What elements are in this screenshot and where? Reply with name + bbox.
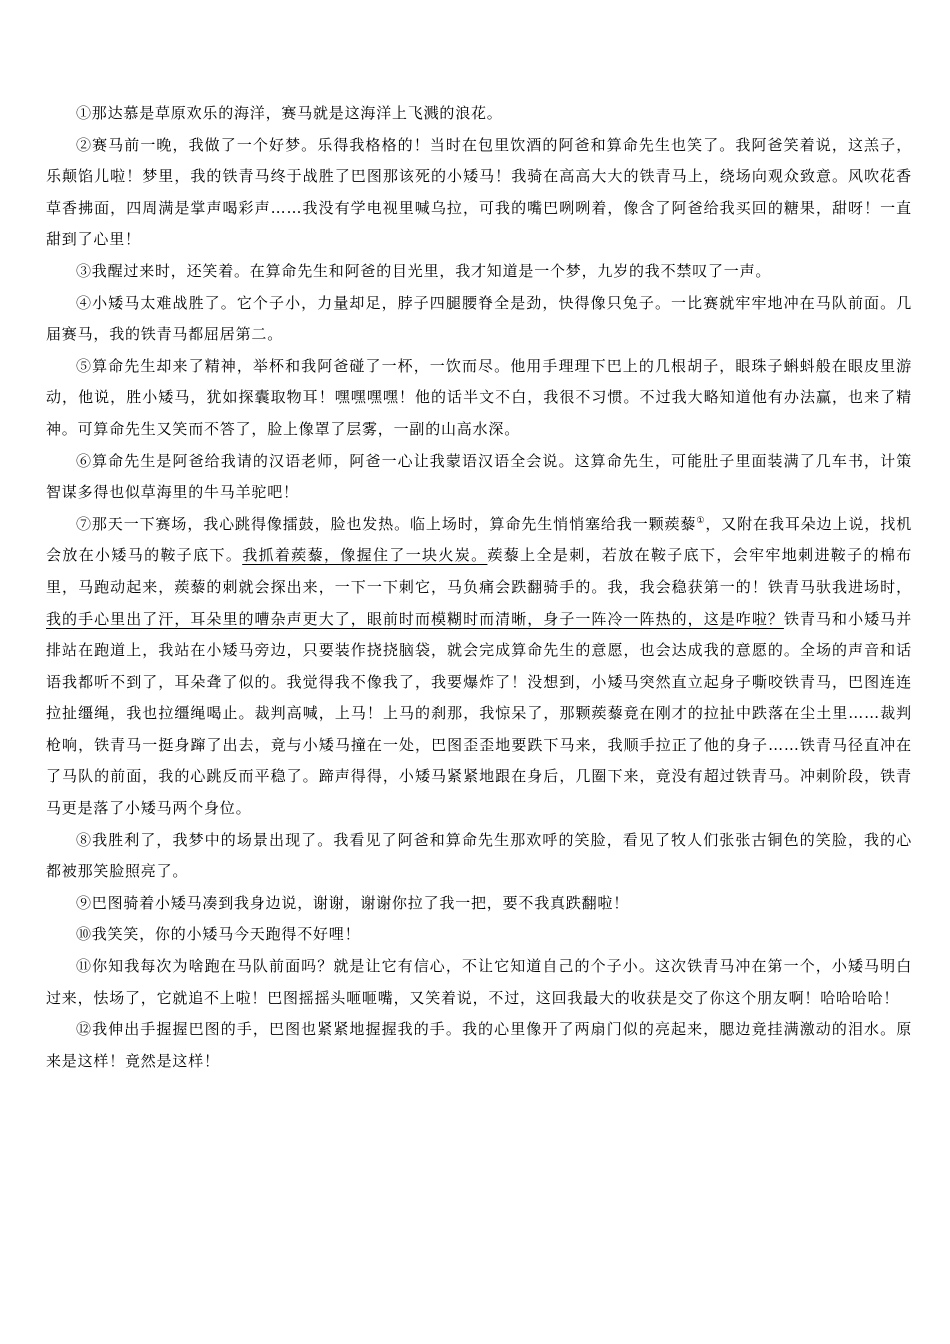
- paragraph-text: ⑦那天一下赛场，我心跳得像擂鼓，脸也发热。临上场时，算命先生悄悄塞给我一颗蒺藜: [76, 514, 697, 533]
- paragraph-text: ⑧我胜利了，我梦中的场景出现了。我看见了阿爸和算命先生那欢呼的笑脸，看见了牧人们张张古铜色的笑脸，我的心都被那笑脸照亮了。: [46, 830, 912, 881]
- paragraph-text: ①那达慕是草原欢乐的海洋，赛马就是这海洋上飞溅的浪花。: [76, 104, 503, 122]
- paragraph-1: [46, 98, 912, 130]
- paragraph-6: [46, 446, 912, 509]
- paragraph-text: ⑤算命先生却来了精神，举杯和我阿爸碰了一杯，一饮而尽。他用手理理下巴上的几根胡子，眼珠子蝌蚪般在眼皮里游动，他说，胜小矮马，犹如探囊取物耳！嘿嘿嘿嘿！他的话半文不白，我很不习惯。不过我大略知道他有办法赢，也来了精神。可算命先生又笑而不答了，脸上像罩了层雾，一副的山高水深。: [46, 356, 912, 438]
- paragraph-text: 蒺藜上全是刺，若放在鞍子底下，会牢牢地刺进鞍子的棉布里，马跑动起来，蒺藜的刺就会探出来，一下一下刺它，马负痛会跌翻骑手的。我，我会稳获第一的！铁青马驮我进场时，: [46, 546, 912, 596]
- paragraph-5: [46, 351, 912, 446]
- paragraph-text: ⑨巴图骑着小矮马凑到我身边说，谢谢，谢谢你拉了我一把，要不我真跌翻啦！: [76, 893, 630, 912]
- paragraph-text: ⑥算命先生是阿爸给我请的汉语老师，阿爸一心让我蒙语汉语全会说。这算命先生，可能肚子里面装满了几车书，计策智谋多得也似草海里的牛马羊驼吧！: [46, 451, 912, 502]
- paragraph-4: [46, 288, 912, 351]
- paragraph-11: [46, 951, 912, 1014]
- paragraph-3: [46, 256, 912, 288]
- underlined-sentence: 我的手心里出了汗，耳朵里的嘈杂声更大了，眼前时而模糊时而清晰，身子一阵冷一阵热的，这是咋啦？: [46, 609, 784, 628]
- underlined-sentence: 我抓着蒺藜，像握住了一块火炭。: [242, 546, 488, 565]
- paragraph-10: [46, 919, 912, 951]
- paragraph-text: ⑪你知我每次为啥跑在马队前面吗？就是让它有信心，不让它知道自己的个子小。这次铁青马冲在第一个，小矮马明白过来，怯场了，它就追不上啦！巴图摇摇头咂咂嘴，又笑着说，不过，这回我最大的收获是交了你这个朋友啊！哈哈哈哈！: [46, 957, 912, 1007]
- paragraph-text: ⑫我伸出手握握巴图的手，巴图也紧紧地握握我的手。我的心里像开了两扇门似的亮起来，腮边竟挂满激动的泪水。原来是这样！竟然是这样！: [46, 1020, 912, 1070]
- paragraph-2: [46, 130, 912, 256]
- paragraph-text: ⑩我笑笑，你的小矮马今天跑得不好哩！: [76, 925, 361, 944]
- document-page: [46, 98, 912, 1077]
- paragraph-text: ③我醒过来时，还笑着。在算命先生和阿爸的目光里，我才知道是一个梦，九岁的我不禁叹了一声。: [76, 261, 772, 280]
- paragraph-text: ，又附在我耳朵边上说，找机会放在小矮马的鞍子底下。: [46, 514, 912, 565]
- paragraph-8: [46, 825, 912, 888]
- paragraph-12: [46, 1014, 912, 1077]
- paragraph-text: ②赛马前一晚，我做了一个好梦。乐得我格格的！当时在包里饮酒的阿爸和算命先生也笑了。我阿爸笑着说，这羔子，乐颠馅儿啦！梦里，我的铁青马终于战胜了巴图那该死的小矮马！我骑在高高大大的铁青马上，绕场向观众致意。风吹花香草香拂面，四周满是掌声喝彩声……我没有学电视里喊乌拉，可我的嘴巴咧咧着，像含了阿爸给我买回的糖果，甜呀！一直甜到了心里！: [46, 135, 912, 249]
- paragraph-text: 铁青马和小矮马并排站在跑道上，我站在小矮马旁边，只要装作挠挠脑袋，就会完成算命先生的意愿，也会达成我的意愿的。全场的声音和话语我都听不到了，耳朵聋了似的。我觉得我不像我了，我要爆炸了！没想到，小矮马突然直立起身子嘶咬铁青马，巴图连连拉扯缰绳，我也拉缰绳喝止。裁判高喊，上马！上马的刹那，我惊呆了，那颗蒺藜竟在刚才的拉扯中跌落在尘土里……裁判枪响，铁青马一挺身蹿了出去，竟与小矮马撞在一处，巴图歪歪地要跌下马来，我顺手拉正了他的身子……铁青马径直冲在了马队的前面，我的心跳反而平稳了。蹄声得得，小矮马紧紧地跟在身后，几圈下来，竟没有超过铁青马。冲刺阶段，铁青马更是落了小矮马两个身位。: [46, 609, 912, 818]
- paragraph-text: ④小矮马太难战胜了。它个子小，力量却足，脖子四腿腰脊全是劲，快得像只兔子。一比赛就牢牢地冲在马队前面。几届赛马，我的铁青马都屈居第二。: [46, 293, 912, 344]
- paragraph-7: [46, 509, 912, 825]
- footnote-marker: ①: [696, 515, 706, 526]
- paragraph-9: [46, 888, 912, 920]
